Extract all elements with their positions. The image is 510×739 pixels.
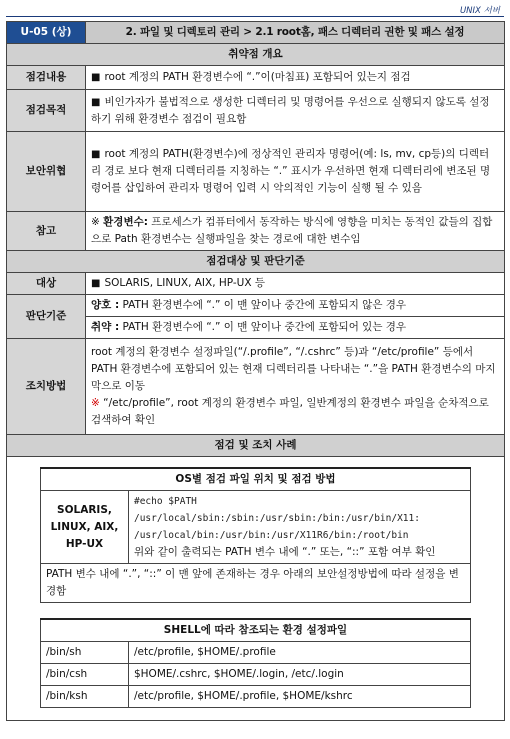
os-command-cell xyxy=(128,491,470,564)
threat-content xyxy=(86,132,505,212)
bullet-icon: ■ xyxy=(91,278,101,289)
bullet-icon: ■ xyxy=(91,96,101,108)
bad-label: 취약 : xyxy=(91,321,120,333)
item-title: 2. 파일 및 디렉토리 관리 > 2.1 root홈, 패스 디렉터리 권한 및 패스 설정 xyxy=(86,22,505,44)
os-label: SOLARIS, LINUX, AIX, HP-UX xyxy=(40,491,128,564)
check-text: root 계정의 PATH 환경변수에 “.”이(마침표) 포함되어 있는지 점검 xyxy=(104,71,411,83)
target-content xyxy=(86,273,505,295)
item-id: U-05 (상) xyxy=(7,22,86,44)
purpose-text: 비인가자가 불법적으로 생성한 디렉터리 및 명령어를 우선으로 실행되지 않도록 설정하기 위해 환경변수 점검이 필요함 xyxy=(91,95,490,125)
reference-text: 프로세스가 컴퓨터에서 동작하는 방식에 영향을 미치는 동적인 값들의 집합으로 Path 환경변수는 실행파일을 찾는 경로에 대한 변수임 xyxy=(91,216,493,245)
check-content xyxy=(86,66,505,90)
os-table-footer: PATH 변수 내에 “.”, “::” 이 맨 앞에 존재하는 경우 아래의 보안설정방법에 따라 설정을 변경함 xyxy=(40,564,470,603)
shell-path: /bin/sh xyxy=(40,642,128,664)
section-cases: 점검 및 조치 사례 xyxy=(7,435,505,457)
header-divider xyxy=(6,16,504,17)
judgement-label: 판단기준 xyxy=(7,295,86,339)
table-row xyxy=(40,664,470,686)
reference-label: 참고 xyxy=(7,212,86,251)
section-criteria: 점검대상 및 판단기준 xyxy=(7,251,505,273)
action-text: root 계정의 환경변수 설정파일(“/.profile”, “/.cshrc” 등)과 “/etc/profile” 등에서 PATH 환경변수에 포함되어 있는 현재 디렉터리를 나타내는 “.”을 PATH 환경변수의 마지막으로 이동 xyxy=(91,346,496,392)
purpose-content xyxy=(86,90,505,132)
os-table-heading: OS별 점검 파일 위치 및 점검 방법 xyxy=(40,468,470,491)
good-label: 양호 : xyxy=(91,299,120,311)
criteria-good xyxy=(86,295,505,317)
action-mark: ※ xyxy=(91,397,100,409)
shell-path: /bin/csh xyxy=(40,664,128,686)
action-note: “/etc/profile”, root 계정의 환경변수 파일, 일반계정의 환경변수 파일을 순차적으로 검색하여 확인 xyxy=(91,397,489,426)
table-row xyxy=(40,686,470,708)
purpose-label: 점검목적 xyxy=(7,90,86,132)
shell-config-table xyxy=(40,618,471,708)
reference-mark: ※ xyxy=(91,216,100,228)
vulnerability-table xyxy=(6,21,505,721)
table-row xyxy=(40,642,470,664)
section-overview: 취약점 개요 xyxy=(7,44,505,66)
reference-content xyxy=(86,212,505,251)
target-label: 대상 xyxy=(7,273,86,295)
shell-files: /etc/profile, $HOME/.profile xyxy=(128,642,470,664)
command-output: /usr/local/sbin:/sbin:/usr/sbin:/bin:/usr/bin/X11: xyxy=(133,513,420,524)
shell-files: $HOME/.cshrc, $HOME/.login, /etc/.login xyxy=(128,664,470,686)
shell-files: /etc/profile, $HOME/.profile, $HOME/kshrc xyxy=(128,686,470,708)
criteria-bad xyxy=(86,317,505,339)
document-header-tag: UNIX 서버 xyxy=(459,6,500,16)
threat-label: 보안위협 xyxy=(7,132,86,212)
bullet-icon: ■ xyxy=(91,72,101,83)
bullet-icon: ■ xyxy=(91,149,101,160)
cases-content xyxy=(7,457,505,721)
action-content xyxy=(86,339,505,435)
action-label: 조치방법 xyxy=(7,339,86,435)
bad-text: PATH 환경변수에 “.” 이 맨 앞이나 중간에 포함되어 있는 경우 xyxy=(122,321,407,333)
reference-term: 환경변수: xyxy=(103,216,148,228)
target-text: SOLARIS, LINUX, AIX, HP-UX 등 xyxy=(104,277,266,289)
shell-table-heading: SHELL에 따라 참조되는 환경 설정파일 xyxy=(40,619,470,642)
check-label: 점검내용 xyxy=(7,66,86,90)
command-line: #echo $PATH xyxy=(133,496,197,507)
shell-path: /bin/ksh xyxy=(40,686,128,708)
os-check-table xyxy=(40,467,471,603)
command-output: /usr/local/bin:/usr/bin:/usr/X11R6/bin:/root/bin xyxy=(133,530,409,541)
command-note: 위와 같이 출력되는 PATH 변수 내에 “.” 또는, “::” 포함 여부 확인 xyxy=(133,546,436,558)
good-text: PATH 환경변수에 “.” 이 맨 앞이나 중간에 포함되지 않은 경우 xyxy=(122,299,407,311)
threat-text: root 계정의 PATH(환경변수)에 정상적인 관리자 명령어(예: ls, mv, cp등)의 디렉터리 경로 보다 현재 디렉터리를 지칭하는 “.” 표시가 우선하면 현재 디렉터리에 변조된 명령어를 삽입하여 관리자 명령어 입력 시 악의적인 기능이 실행 될 수 있음 xyxy=(91,148,491,194)
